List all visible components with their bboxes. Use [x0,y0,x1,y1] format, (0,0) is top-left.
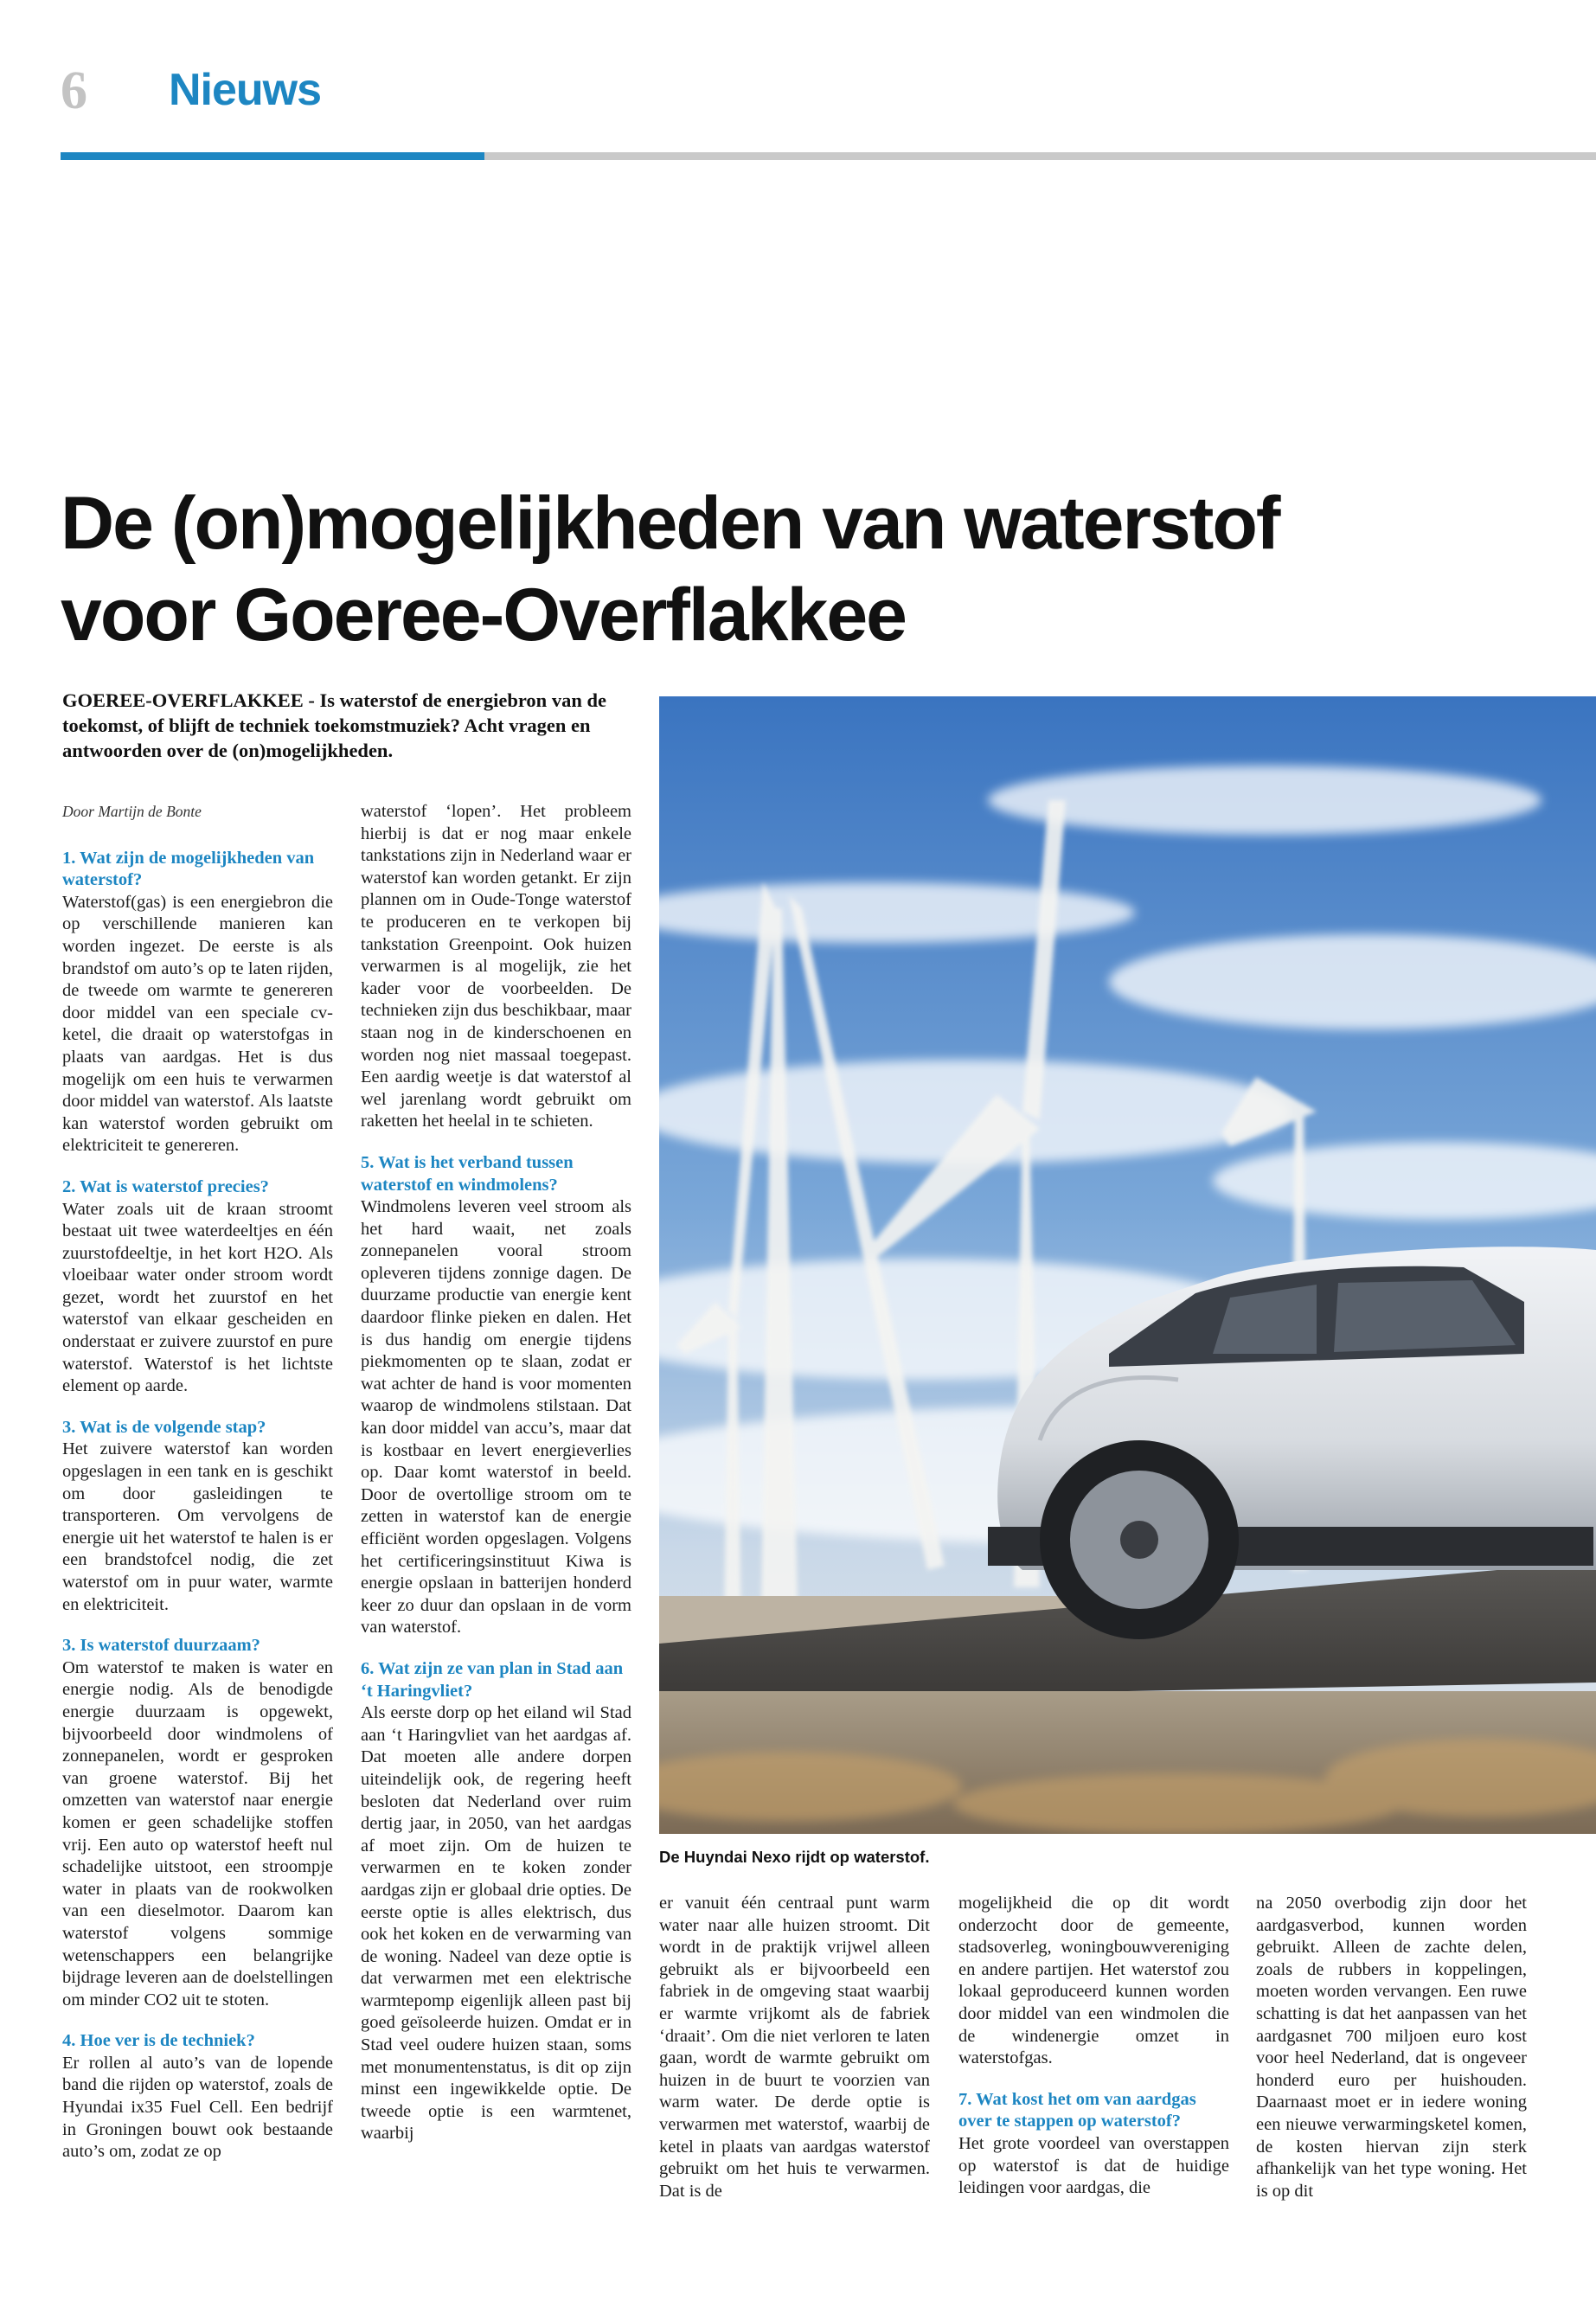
question-4-text: Er rollen al auto’s van de lopende band die rijden op waterstof, zoals de Hyundai ix35 Fuel Cell. Een bedrijf in Groningen bouwt ook bestaande auto’s om, zodat ze op [62,2053,333,2162]
article-column-1 [62,801,333,2163]
question-5-text: Windmolens leveren veel stroom als het hard waait, net zoals zonnepanelen vooral stroom opleveren tijdens zonnige dagen. De duurzame productie van energie kent daardoor flinke pieken en dalen. Het is dus handig om energie tijdens piekmomenten op te slaan, zodat er wat achter de hand is voor momenten waarop de windmolens stilstaan. Dat kan door middel van accu’s, maar dat is kostbaar en levert energieverlies op. Daar komt waterstof in beeld. Door de overtollige stroom om te zetten in waterstof kan de energie efficiënt worden opgeslagen. Volgens het certificeringsinstituut Kiwa is energie opslaan in batterijen honderd keer zo duur dan opslaan in de vorm van waterstof. [361,1197,631,1638]
question-2-text: Water zoals uit de kraan stroomt bestaat uit twee waterdeeltjes en één zuurstofdeeltje, in het kort H2O. Als vloeibaar water onder stroom wordt gezet, wordt het zuurstof en het waterstof van elkaar gescheiden en onderstaat er zuivere zuurstof en pure waterstof. Waterstof is het lichtste element op aarde. [62,1199,333,1396]
question-6-continued: er vanuit één centraal punt warm water naar alle huizen stroomt. Dit wordt in de praktijk vrijwel alleen gebruikt als er bijvoorbeeld een fabriek in de omgeving staat waarbij er warmte vrijkomt als de fabriek ‘draait’. Om die niet verloren te laten gaan, wordt de warmte gebruikt om huizen in de buurt te voorzien van warm water. De derde optie is verwarmen met waterstof, waarbij de ketel in plaats van aardgas waterstof gebruikt om het huis te verwarmen. Dat is de [659,1894,930,2201]
article-photo [659,696,1596,1834]
question-7-text: Het grote voordeel van overstappen op waterstof is dat de huidige leidingen voor aardgas, die [958,2133,1229,2198]
question-6-text: Als eerste dorp op het eiland wil Stad aan ‘t Haringvliet van het aardgas af. Dat moeten alle andere dorpen uiteindelijk ook, de regering heeft besloten dat Nederland over ruim dertig jaar, in 2050, van het aardgas af moet zijn. Om de huizen te verwarmen en te koken zonder aardgas zijn er globaal drie opties. De eerste optie is alles elektrisch, dus ook het koken en de verwarming van de woning. Nadeel van deze optie is dat verwarmen met een elektrische warmtepomp eigenlijk alleen past bij goed geïsoleerde huizen. Omdat er in Stad veel oudere huizen staan, soms met monumentenstatus, is dit op zijn minst een ingewikkelde optie. De tweede optie is een warmtenet, waarbij [361,1703,631,2144]
question-4-title: 4. Hoe ver is de techniek? [62,2031,255,2051]
question-2-title: 2. Wat is waterstof precies? [62,1176,269,1196]
article-column-2 [361,801,631,2145]
section-title: Nieuws [169,65,322,115]
question-3a-text: Het zuivere waterstof kan worden opgeslagen in een tank en is geschikt om door gasleidingen te transporteren. Om vervolgens de energie uit het waterstof te halen is er een brandstofcel nodig, die zet waterstof om in puur water, warmte en elektriciteit. [62,1439,333,1614]
article-column-4 [958,1893,1229,2200]
question-4-continued: waterstof ‘lopen’. Het probleem hierbij is dat er nog maar enkele tankstations zijn in Nederland waar er waterstof kan worden getankt. Er zijn plannen om in Oude-Tonge waterstof te produceren en te verkopen bij tankstation Greenpoint. Ook huizen verwarmen is al mogelijk, zie het kader voor de voorbeelden. De technieken zijn dus beschikbaar, maar staan nog in de kinderschoenen en worden nog niet massaal toegepast. Een aardig weetje is dat waterstof al wel jarenlang wordt gebruikt om raketten het heelal in te schieten. [361,802,631,1131]
question-3a-title: 3. Wat is de volgende stap? [62,1417,266,1437]
question-3b-title: 3. Is waterstof duurzaam? [62,1636,260,1656]
page-number: 6 [61,61,87,120]
photo-caption: De Huyndai Nexo rijdt op waterstof. [659,1848,930,1866]
question-7-title: 7. Wat kost het om van aardgas over te stappen op waterstof? [958,2089,1196,2131]
headline-line-2: voor Goeree-Overflakkee [61,574,906,657]
question-6-continued-2: mogelijkheid die op dit wordt onderzocht door de gemeente, stadsoverleg, woningbouwvereniging en andere partijen. Het waterstof zou lokaal geproduceerd kunnen worden door middel van een windmolen die de windenergie omzet in waterstofgas. [958,1894,1229,2068]
question-3b-text: Om waterstof te maken is water en energie nodig. Als de benodigde energie duurzaam is opgewekt, bijvoorbeeld door windmolens of zonnepanelen, wordt er gesproken van groene waterstof. Bij het omzetten van waterstof naar energie komen er geen schadelijke stoffen vrij. Een auto op waterstof heeft nul schadelijke uitstoot, een stroompje water in plaats van de rookwolken van een dieselmotor. Daarom kan waterstof volgens sommige wetenschappers een belangrijke bijdrage leveren aan de doelstellingen om minder CO2 uit te stoten. [62,1657,333,2009]
article-headline [61,478,1358,661]
header-rule [484,152,1596,160]
article-column-5 [1256,1893,1527,2202]
question-7-continued: na 2050 overbodig zijn door het aardgasverbod, kunnen worden gebruikt. Alleen de zachte delen, zoals de rubbers in koppelingen, moeten worden vervangen. Een ruwe schatting is dat het aanpassen van het aardgasnet 700 miljoen euro kost voor heel Nederland, dat is ongeveer honderd euro per huishouden. Daarnaast moet er in iedere woning een nieuwe verwarmingsketel komen, de kosten hiervan zijn sterk afhankelijk van het type woning. Het is op dit [1256,1894,1527,2201]
question-1-text: Waterstof(gas) is een energiebron die op verschillende manieren kan worden ingezet. De eerste is als brandstof om auto’s op te laten rijden, de tweede om warmte te genereren door middel van een speciale cv-ketel, die draait op waterstofgas in plaats van aardgas. Het is dus mogelijk om een huis te verwarmen door middel van waterstof. Als laatste kan waterstof worden gebruikt om elektriciteit te genereren. [62,892,333,1156]
article-column-3 [659,1893,930,2202]
article-lead: GOEREE-OVERFLAKKEE - Is waterstof de energiebron van de toekomst, of blijft de techniek toekomstmuziek? Acht vragen en antwoorden over de (on)mogelijkheden. [62,689,606,761]
question-6-title: 6. Wat zijn ze van plan in Stad aan ‘t Haringvliet? [361,1658,624,1701]
question-5-title: 5. Wat is het verband tussen waterstof en windmolens? [361,1152,574,1195]
byline: Door Martijn de Bonte [62,803,202,820]
header-rule-accent [61,152,484,160]
headline-line-1: De (on)mogelijkheden van waterstof [61,482,1279,565]
question-1-title: 1. Wat zijn de mogelijkheden van waterstof? [62,848,315,890]
